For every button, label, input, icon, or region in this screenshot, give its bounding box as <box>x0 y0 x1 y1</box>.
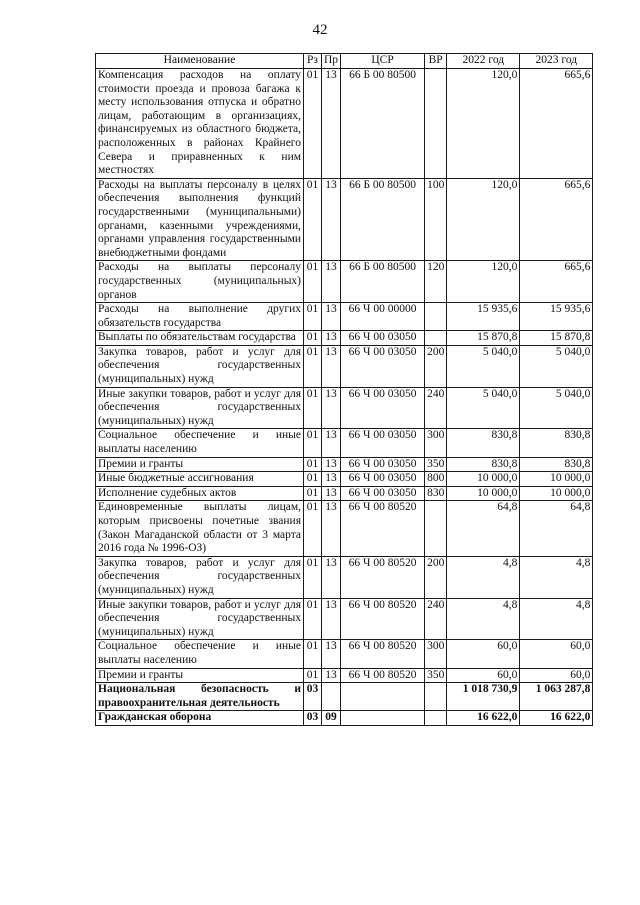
cell-pr: 13 <box>322 668 341 683</box>
table-row <box>96 683 593 711</box>
cell-pr: 13 <box>322 640 341 668</box>
cell-name: Гражданская оборона <box>96 711 304 726</box>
cell-2023: 830,8 <box>520 457 593 472</box>
cell-pr: 13 <box>322 472 341 487</box>
cell-2023: 16 622,0 <box>520 711 593 726</box>
cell-pr: 13 <box>322 501 341 556</box>
cell-rz: 01 <box>304 331 322 346</box>
table-row <box>96 69 593 179</box>
cell-2023: 5 040,0 <box>520 345 593 387</box>
table-row <box>96 261 593 303</box>
cell-2023: 60,0 <box>520 668 593 683</box>
table-row <box>96 472 593 487</box>
cell-vr <box>425 711 447 726</box>
cell-csr: 66 Ч 00 03050 <box>341 472 425 487</box>
cell-csr: 66 Ч 00 03050 <box>341 429 425 457</box>
table-row <box>96 501 593 556</box>
cell-vr <box>425 501 447 556</box>
cell-rz: 03 <box>304 711 322 726</box>
cell-pr: 13 <box>322 556 341 598</box>
cell-name: Закупка товаров, работ и услуг для обеспечения государственных (муниципальных) нужд <box>96 345 304 387</box>
cell-2022: 10 000,0 <box>447 472 520 487</box>
table-row <box>96 711 593 726</box>
cell-vr: 200 <box>425 345 447 387</box>
cell-rz: 01 <box>304 387 322 429</box>
cell-pr: 13 <box>322 303 341 331</box>
col-header-rz: Рз <box>304 54 322 69</box>
cell-pr: 13 <box>322 429 341 457</box>
cell-name: Иные закупки товаров, работ и услуг для обеспечения государственных (муниципальных) нужд <box>96 387 304 429</box>
cell-vr: 300 <box>425 640 447 668</box>
cell-2022: 120,0 <box>447 178 520 261</box>
cell-rz: 01 <box>304 598 322 640</box>
cell-name: Единовременные выплаты лицам, которым присвоены почетные звания (Закон Магаданской области от 3 марта 2016 года № 1996-ОЗ) <box>96 501 304 556</box>
cell-pr: 13 <box>322 178 341 261</box>
cell-name: Закупка товаров, работ и услуг для обеспечения государственных (муниципальных) нужд <box>96 556 304 598</box>
cell-rz: 01 <box>304 501 322 556</box>
cell-rz: 01 <box>304 345 322 387</box>
cell-csr <box>341 683 425 711</box>
cell-name: Национальная безопасность и правоохранительная деятельность <box>96 683 304 711</box>
cell-vr: 350 <box>425 457 447 472</box>
cell-2023: 15 870,8 <box>520 331 593 346</box>
cell-csr: 66 Б 00 80500 <box>341 69 425 179</box>
cell-rz: 01 <box>304 261 322 303</box>
cell-vr: 120 <box>425 261 447 303</box>
cell-2022: 15 935,6 <box>447 303 520 331</box>
cell-2023: 665,6 <box>520 261 593 303</box>
cell-rz: 01 <box>304 178 322 261</box>
table-row <box>96 486 593 501</box>
cell-rz: 01 <box>304 69 322 179</box>
cell-rz: 01 <box>304 640 322 668</box>
cell-rz: 01 <box>304 429 322 457</box>
cell-vr: 240 <box>425 387 447 429</box>
cell-2023: 830,8 <box>520 429 593 457</box>
cell-name: Премии и гранты <box>96 457 304 472</box>
cell-2023: 10 000,0 <box>520 472 593 487</box>
table-row <box>96 598 593 640</box>
col-header-vr: ВР <box>425 54 447 69</box>
cell-rz: 01 <box>304 303 322 331</box>
cell-2022: 64,8 <box>447 501 520 556</box>
cell-2022: 4,8 <box>447 598 520 640</box>
cell-name: Иные бюджетные ассигнования <box>96 472 304 487</box>
cell-2022: 120,0 <box>447 69 520 179</box>
cell-name: Компенсация расходов на оплату стоимости проезда и провоза багажа к месту использования отпуска и обратно лицам, работающим в организациях, финансируемых из областного бюджета, расположенных в районах Крайнего Севера и приравненных к ним местностях <box>96 69 304 179</box>
table-row <box>96 345 593 387</box>
cell-rz: 01 <box>304 556 322 598</box>
cell-vr: 200 <box>425 556 447 598</box>
col-header-2023: 2023 год <box>520 54 593 69</box>
cell-rz: 01 <box>304 457 322 472</box>
cell-2022: 830,8 <box>447 429 520 457</box>
cell-pr: 09 <box>322 711 341 726</box>
cell-csr: 66 Ч 00 80520 <box>341 640 425 668</box>
cell-2023: 60,0 <box>520 640 593 668</box>
cell-rz: 01 <box>304 486 322 501</box>
budget-table <box>95 53 593 726</box>
cell-pr: 13 <box>322 486 341 501</box>
table-row <box>96 457 593 472</box>
cell-vr: 300 <box>425 429 447 457</box>
cell-name: Расходы на выплаты персоналу государственных (муниципальных) органов <box>96 261 304 303</box>
table-row <box>96 668 593 683</box>
cell-csr: 66 Б 00 80500 <box>341 261 425 303</box>
cell-2022: 1 018 730,9 <box>447 683 520 711</box>
col-header-2022: 2022 год <box>447 54 520 69</box>
cell-2023: 665,6 <box>520 178 593 261</box>
cell-2022: 5 040,0 <box>447 387 520 429</box>
cell-name: Социальное обеспечение и иные выплаты населению <box>96 640 304 668</box>
cell-vr: 240 <box>425 598 447 640</box>
table-row <box>96 429 593 457</box>
cell-2022: 120,0 <box>447 261 520 303</box>
cell-csr: 66 Ч 00 80520 <box>341 598 425 640</box>
cell-csr: 66 Ч 00 03050 <box>341 387 425 429</box>
cell-vr <box>425 303 447 331</box>
cell-name: Выплаты по обязательствам государства <box>96 331 304 346</box>
cell-2022: 16 622,0 <box>447 711 520 726</box>
cell-csr: 66 Ч 00 03050 <box>341 345 425 387</box>
cell-csr: 66 Ч 00 80520 <box>341 668 425 683</box>
table-row <box>96 331 593 346</box>
col-header-name: Наименование <box>96 54 304 69</box>
cell-vr <box>425 69 447 179</box>
cell-csr: 66 Ч 00 03050 <box>341 331 425 346</box>
cell-pr: 13 <box>322 69 341 179</box>
cell-vr <box>425 683 447 711</box>
cell-pr: 13 <box>322 261 341 303</box>
page-number: 42 <box>312 22 328 38</box>
cell-csr: 66 Б 00 80500 <box>341 178 425 261</box>
cell-2022: 10 000,0 <box>447 486 520 501</box>
col-header-csr: ЦСР <box>341 54 425 69</box>
cell-2022: 60,0 <box>447 640 520 668</box>
cell-2022: 15 870,8 <box>447 331 520 346</box>
cell-csr <box>341 711 425 726</box>
cell-vr <box>425 331 447 346</box>
cell-name: Расходы на выполнение других обязательств государства <box>96 303 304 331</box>
cell-csr: 66 Ч 00 03050 <box>341 457 425 472</box>
cell-2023: 1 063 287,8 <box>520 683 593 711</box>
cell-pr <box>322 683 341 711</box>
cell-vr: 350 <box>425 668 447 683</box>
cell-name: Социальное обеспечение и иные выплаты населению <box>96 429 304 457</box>
cell-2023: 15 935,6 <box>520 303 593 331</box>
cell-2023: 665,6 <box>520 69 593 179</box>
table-row <box>96 387 593 429</box>
table-row <box>96 178 593 261</box>
table-row <box>96 303 593 331</box>
cell-2022: 60,0 <box>447 668 520 683</box>
cell-csr: 66 Ч 00 00000 <box>341 303 425 331</box>
cell-pr: 13 <box>322 598 341 640</box>
cell-2023: 4,8 <box>520 598 593 640</box>
cell-vr: 100 <box>425 178 447 261</box>
cell-rz: 01 <box>304 472 322 487</box>
cell-2023: 10 000,0 <box>520 486 593 501</box>
table-row <box>96 640 593 668</box>
table-header-row <box>96 54 593 69</box>
cell-vr: 830 <box>425 486 447 501</box>
cell-pr: 13 <box>322 457 341 472</box>
cell-vr: 800 <box>425 472 447 487</box>
cell-rz: 03 <box>304 683 322 711</box>
cell-pr: 13 <box>322 387 341 429</box>
cell-2022: 5 040,0 <box>447 345 520 387</box>
cell-csr: 66 Ч 00 80520 <box>341 556 425 598</box>
cell-pr: 13 <box>322 345 341 387</box>
cell-csr: 66 Ч 00 80520 <box>341 501 425 556</box>
cell-name: Премии и гранты <box>96 668 304 683</box>
cell-2022: 4,8 <box>447 556 520 598</box>
cell-name: Расходы на выплаты персоналу в целях обеспечения выполнения функций государственными (муниципальными) органами, казенными учреждениями, органами управления государственными внебюджетными фондами <box>96 178 304 261</box>
col-header-pr: Пр <box>322 54 341 69</box>
cell-name: Исполнение судебных актов <box>96 486 304 501</box>
cell-2023: 64,8 <box>520 501 593 556</box>
table-row <box>96 556 593 598</box>
cell-name: Иные закупки товаров, работ и услуг для обеспечения государственных (муниципальных) нужд <box>96 598 304 640</box>
cell-csr: 66 Ч 00 03050 <box>341 486 425 501</box>
cell-2023: 4,8 <box>520 556 593 598</box>
cell-2023: 5 040,0 <box>520 387 593 429</box>
cell-2022: 830,8 <box>447 457 520 472</box>
cell-pr: 13 <box>322 331 341 346</box>
cell-rz: 01 <box>304 668 322 683</box>
